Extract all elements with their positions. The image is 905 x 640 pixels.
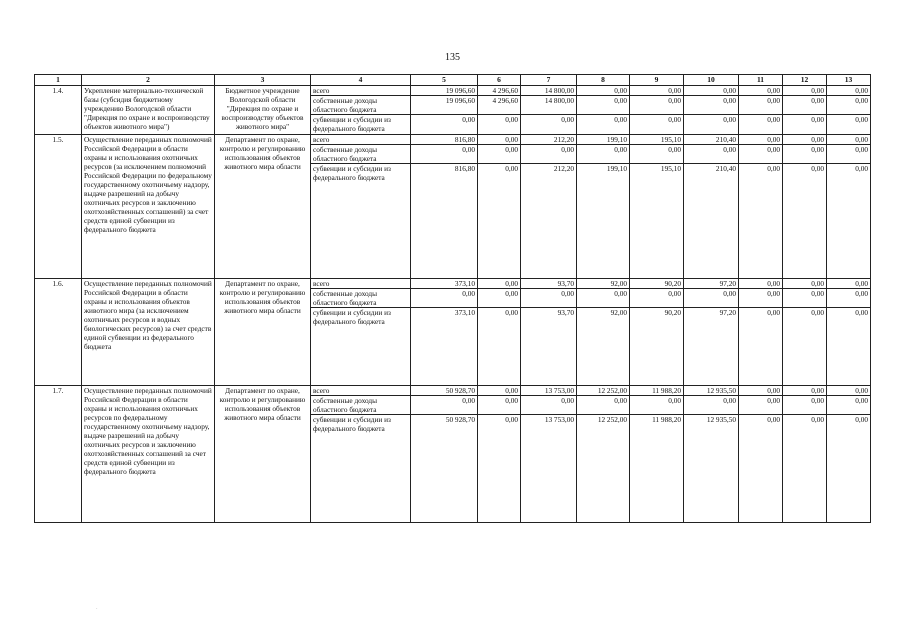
table-row	[35, 135, 871, 145]
value-cell: 199,10	[577, 164, 630, 279]
value-cell: 14 800,00	[521, 96, 577, 115]
funding-source: субвенции и субсидии из федерального бюджета	[311, 115, 411, 135]
value-cell: 0,00	[739, 415, 783, 523]
executor: Департамент по охране, контролю и регулированию использования объектов животного мира области	[215, 135, 311, 279]
value-cell: 19 096,60	[411, 96, 478, 115]
budget-table	[34, 74, 871, 523]
header-cell: 1	[35, 75, 82, 86]
value-cell: 0,00	[630, 145, 684, 164]
value-cell: 50 928,70	[411, 415, 478, 523]
value-cell: 0,00	[478, 386, 521, 396]
funding-source: всего	[311, 86, 411, 96]
value-cell: 0,00	[783, 308, 827, 386]
value-cell: 0,00	[684, 289, 739, 308]
value-cell: 0,00	[783, 145, 827, 164]
row-number: 1.4.	[35, 86, 82, 135]
funding-source: собственные доходы областного бюджета	[311, 396, 411, 415]
value-cell: 0,00	[739, 289, 783, 308]
value-cell: 13 753,00	[521, 415, 577, 523]
value-cell: 0,00	[577, 396, 630, 415]
header-cell: 11	[739, 75, 783, 86]
value-cell: 0,00	[411, 289, 478, 308]
value-cell: 0,00	[827, 308, 871, 386]
value-cell: 0,00	[521, 115, 577, 135]
value-cell: 0,00	[827, 86, 871, 96]
value-cell: 0,00	[739, 145, 783, 164]
funding-source: всего	[311, 279, 411, 289]
value-cell: 92,00	[577, 308, 630, 386]
value-cell: 12 935,50	[684, 415, 739, 523]
funding-source: собственные доходы областного бюджета	[311, 289, 411, 308]
value-cell: 816,80	[411, 135, 478, 145]
value-cell: 0,00	[739, 96, 783, 115]
header-cell: 13	[827, 75, 871, 86]
measure-name: Осуществление переданных полномочий Российской Федерации в области охраны и использования объектов животного мира (за исключением охотничьих ресурсов и водных биологических ресурсов) за счет средств единой субвенции из федерального бюджета	[82, 279, 215, 386]
value-cell: 92,00	[577, 279, 630, 289]
value-cell: 0,00	[827, 145, 871, 164]
funding-source: субвенции и субсидии из федерального бюджета	[311, 415, 411, 523]
value-cell: 195,10	[630, 164, 684, 279]
value-cell: 12 252,00	[577, 386, 630, 396]
value-cell: 0,00	[478, 135, 521, 145]
value-cell: 0,00	[684, 96, 739, 115]
value-cell: 12 935,50	[684, 386, 739, 396]
funding-source: субвенции и субсидии из федерального бюджета	[311, 164, 411, 279]
value-cell: 0,00	[521, 396, 577, 415]
value-cell: 93,70	[521, 308, 577, 386]
value-cell: 0,00	[684, 86, 739, 96]
value-cell: 0,00	[577, 86, 630, 96]
value-cell: 0,00	[478, 396, 521, 415]
value-cell: 0,00	[684, 115, 739, 135]
table-row	[35, 386, 871, 396]
value-cell: 90,20	[630, 308, 684, 386]
value-cell: 0,00	[577, 289, 630, 308]
value-cell: 210,40	[684, 164, 739, 279]
value-cell: 0,00	[827, 386, 871, 396]
table-row	[35, 279, 871, 289]
value-cell: 0,00	[827, 279, 871, 289]
scan-mark: ·	[96, 607, 98, 612]
value-cell: 11 988,20	[630, 415, 684, 523]
value-cell: 12 252,00	[577, 415, 630, 523]
value-cell: 373,10	[411, 279, 478, 289]
value-cell: 0,00	[827, 415, 871, 523]
value-cell: 0,00	[577, 145, 630, 164]
value-cell: 0,00	[739, 308, 783, 386]
value-cell: 212,20	[521, 164, 577, 279]
value-cell: 0,00	[478, 415, 521, 523]
value-cell: 0,00	[783, 279, 827, 289]
value-cell: 13 753,00	[521, 386, 577, 396]
value-cell: 0,00	[827, 96, 871, 115]
value-cell: 0,00	[478, 308, 521, 386]
value-cell: 0,00	[684, 396, 739, 415]
value-cell: 0,00	[783, 289, 827, 308]
value-cell: 4 296,60	[478, 86, 521, 96]
value-cell: 0,00	[577, 115, 630, 135]
value-cell: 0,00	[478, 164, 521, 279]
value-cell: 0,00	[827, 135, 871, 145]
value-cell: 0,00	[827, 164, 871, 279]
value-cell: 0,00	[630, 86, 684, 96]
table-row	[35, 86, 871, 96]
executor: Департамент по охране, контролю и регулированию использования объектов животного мира области	[215, 279, 311, 386]
value-cell: 195,10	[630, 135, 684, 145]
value-cell: 0,00	[739, 135, 783, 145]
value-cell: 0,00	[739, 164, 783, 279]
value-cell: 0,00	[521, 289, 577, 308]
value-cell: 373,10	[411, 308, 478, 386]
value-cell: 0,00	[739, 279, 783, 289]
header-cell: 8	[577, 75, 630, 86]
value-cell: 93,70	[521, 279, 577, 289]
header-cell: 10	[684, 75, 739, 86]
value-cell: 0,00	[783, 415, 827, 523]
value-cell: 97,20	[684, 279, 739, 289]
value-cell: 212,20	[521, 135, 577, 145]
funding-source: всего	[311, 135, 411, 145]
row-number: 1.5.	[35, 135, 82, 279]
value-cell: 0,00	[783, 115, 827, 135]
value-cell: 0,00	[478, 145, 521, 164]
value-cell: 0,00	[521, 145, 577, 164]
value-cell: 11 988,20	[630, 386, 684, 396]
value-cell: 14 800,00	[521, 86, 577, 96]
executor: Департамент по охране, контролю и регулированию использования объектов животного мира области	[215, 386, 311, 523]
funding-source: всего	[311, 386, 411, 396]
value-cell: 0,00	[630, 289, 684, 308]
value-cell: 0,00	[827, 115, 871, 135]
value-cell: 19 096,60	[411, 86, 478, 96]
value-cell: 0,00	[739, 386, 783, 396]
value-cell: 0,00	[577, 96, 630, 115]
value-cell: 210,40	[684, 135, 739, 145]
value-cell: 0,00	[739, 396, 783, 415]
value-cell: 0,00	[411, 396, 478, 415]
value-cell: 0,00	[783, 164, 827, 279]
value-cell: 0,00	[478, 115, 521, 135]
value-cell: 0,00	[783, 86, 827, 96]
value-cell: 0,00	[783, 96, 827, 115]
value-cell: 0,00	[684, 145, 739, 164]
measure-name: Укрепление материально-технической базы (субсидия бюджетному учреждению Вологодской области "Дирекция по охране и воспроизводству объектов животного мира")	[82, 86, 215, 135]
value-cell: 0,00	[827, 396, 871, 415]
funding-source: собственные доходы областного бюджета	[311, 96, 411, 115]
header-cell: 9	[630, 75, 684, 86]
funding-source: собственные доходы областного бюджета	[311, 145, 411, 164]
value-cell: 0,00	[783, 386, 827, 396]
header-cell: 7	[521, 75, 577, 86]
executor: Бюджетное учреждение Вологодской области "Дирекция по охране и воспроизводству объектов животного мира"	[215, 86, 311, 135]
value-cell: 0,00	[630, 96, 684, 115]
page-number: 135	[445, 52, 460, 63]
header-cell: 2	[82, 75, 215, 86]
measure-name: Осуществление переданных полномочий Российской Федерации в области охраны и использования охотничьих ресурсов (за исключением полномочий Российской Федерации по федеральному государственному охотничьему надзору, выдаче разрешений на добычу охотничьих ресурсов и заключению охотхозяйственных соглашений) за счет средств единой субвенции из федерального бюджета	[82, 135, 215, 279]
funding-source: субвенции и субсидии из федерального бюджета	[311, 308, 411, 386]
value-cell: 90,20	[630, 279, 684, 289]
value-cell: 0,00	[411, 115, 478, 135]
value-cell: 97,20	[684, 308, 739, 386]
value-cell: 199,10	[577, 135, 630, 145]
value-cell: 0,00	[478, 289, 521, 308]
value-cell: 0,00	[783, 396, 827, 415]
value-cell: 0,00	[783, 135, 827, 145]
value-cell: 50 928,70	[411, 386, 478, 396]
value-cell: 0,00	[478, 279, 521, 289]
row-number: 1.6.	[35, 279, 82, 386]
value-cell: 0,00	[630, 115, 684, 135]
header-cell: 12	[783, 75, 827, 86]
header-cell: 6	[478, 75, 521, 86]
value-cell: 0,00	[739, 86, 783, 96]
header-cell: 4	[311, 75, 411, 86]
header-row	[35, 75, 871, 86]
value-cell: 4 296,60	[478, 96, 521, 115]
row-number: 1.7.	[35, 386, 82, 523]
value-cell: 816,80	[411, 164, 478, 279]
header-cell: 5	[411, 75, 478, 86]
header-cell: 3	[215, 75, 311, 86]
measure-name: Осуществление переданных полномочий Российской Федерации в области охраны и использования охотничьих ресурсов по федеральному государственному охотничьему надзору, выдаче разрешений на добычу охотничьих ресурсов и заключению охотхозяйственных соглашений за счет средств единой субвенции из федерального бюджета	[82, 386, 215, 523]
value-cell: 0,00	[739, 115, 783, 135]
value-cell: 0,00	[411, 145, 478, 164]
value-cell: 0,00	[630, 396, 684, 415]
value-cell: 0,00	[827, 289, 871, 308]
